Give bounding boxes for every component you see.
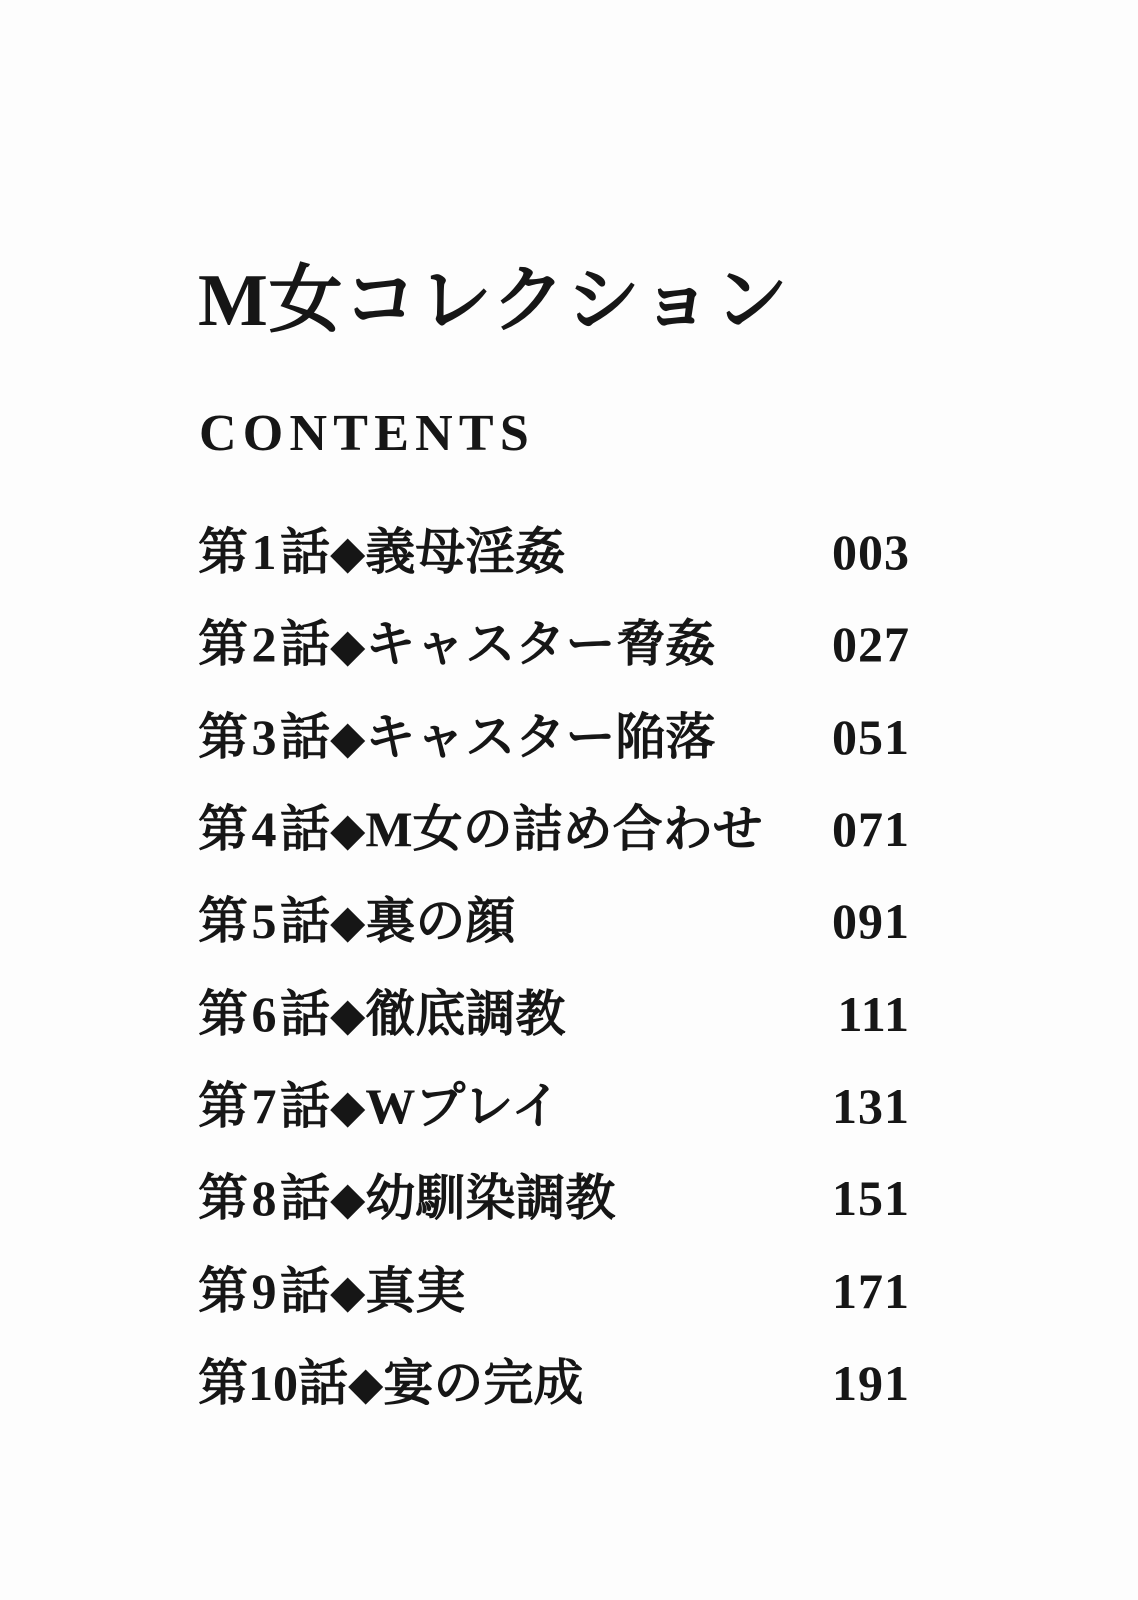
- toc-row: [198, 875, 910, 967]
- chapter-number: 6: [251, 985, 277, 1042]
- chapter-label: [198, 1262, 466, 1319]
- page-number: 071: [832, 801, 910, 858]
- toc-row: [198, 1244, 910, 1336]
- chapter-suffix: 話: [280, 616, 330, 673]
- chapter-number: 2: [251, 616, 277, 673]
- chapter-prefix: 第: [198, 801, 248, 858]
- diamond-separator-icon: ◆: [330, 1171, 366, 1226]
- toc-row: [198, 691, 910, 783]
- chapter-suffix: 話: [280, 524, 330, 581]
- page-number: 171: [832, 1262, 910, 1319]
- chapter-prefix: 第: [198, 616, 248, 673]
- chapter-suffix: 話: [280, 1170, 330, 1227]
- toc-row: [198, 1337, 910, 1429]
- chapter-label: [198, 524, 566, 581]
- chapter-prefix: 第: [198, 524, 248, 581]
- chapter-prefix: 第: [198, 1354, 248, 1411]
- page-number: 191: [832, 1354, 910, 1411]
- diamond-separator-icon: ◆: [330, 1079, 366, 1134]
- chapter-title: 義母淫姦: [365, 524, 566, 581]
- chapter-title: 幼馴染調教: [365, 1170, 616, 1227]
- page-number: 091: [832, 893, 910, 950]
- diamond-separator-icon: ◆: [330, 1263, 366, 1318]
- page-number: 027: [832, 616, 910, 673]
- chapter-prefix: 第: [198, 985, 248, 1042]
- chapter-title: キャスター脅姦: [365, 616, 716, 673]
- diamond-separator-icon: ◆: [348, 1355, 384, 1410]
- chapter-title: 宴の完成: [383, 1354, 584, 1411]
- chapter-prefix: 第: [198, 1262, 248, 1319]
- chapter-number: 7: [251, 1077, 277, 1134]
- page-number: 151: [832, 1170, 910, 1227]
- toc-row: [198, 506, 910, 598]
- chapter-prefix: 第: [198, 893, 248, 950]
- chapter-title: 徹底調教: [365, 985, 566, 1042]
- toc-list: [198, 506, 910, 1429]
- chapter-prefix: 第: [198, 708, 248, 765]
- diamond-separator-icon: ◆: [330, 802, 366, 857]
- chapter-label: [198, 1077, 561, 1134]
- chapter-prefix: 第: [198, 1170, 248, 1227]
- chapter-prefix: 第: [198, 1077, 248, 1134]
- chapter-title: 裏の顔: [365, 893, 516, 950]
- chapter-label: [198, 1170, 616, 1227]
- diamond-separator-icon: ◆: [330, 617, 366, 672]
- chapter-suffix: 話: [280, 893, 330, 950]
- chapter-title: Wプレイ: [365, 1077, 561, 1134]
- diamond-separator-icon: ◆: [330, 525, 366, 580]
- chapter-suffix: 話: [280, 985, 330, 1042]
- page-number: 051: [832, 708, 910, 765]
- chapter-number: 10: [248, 1354, 298, 1411]
- contents-heading: CONTENTS: [199, 405, 535, 462]
- toc-row: [198, 1060, 910, 1152]
- book-title: M女コレクション: [198, 260, 789, 342]
- chapter-title: キャスター陥落: [365, 708, 716, 765]
- chapter-label: [198, 708, 716, 765]
- chapter-suffix: 話: [280, 801, 330, 858]
- chapter-number: 5: [251, 893, 277, 950]
- chapter-number: 4: [251, 801, 277, 858]
- toc-row: [198, 783, 910, 875]
- chapter-suffix: 話: [280, 708, 330, 765]
- chapter-title: 真実: [365, 1262, 466, 1319]
- chapter-label: [198, 616, 716, 673]
- chapter-number: 1: [251, 524, 277, 581]
- page-number: 131: [832, 1077, 910, 1134]
- chapter-label: [198, 1354, 584, 1411]
- diamond-separator-icon: ◆: [330, 894, 366, 949]
- chapter-suffix: 話: [280, 1262, 330, 1319]
- chapter-suffix: 話: [298, 1354, 348, 1411]
- chapter-label: [198, 893, 516, 950]
- page-number: 003: [832, 524, 910, 581]
- chapter-label: [198, 801, 763, 858]
- toc-row: [198, 1152, 910, 1244]
- chapter-number: 9: [251, 1262, 277, 1319]
- diamond-separator-icon: ◆: [330, 709, 366, 764]
- chapter-number: 8: [251, 1170, 277, 1227]
- chapter-title: M女の詰め合わせ: [365, 801, 763, 858]
- page-number: 111: [837, 985, 910, 1042]
- toc-row: [198, 598, 910, 690]
- chapter-number: 3: [251, 708, 277, 765]
- toc-row: [198, 967, 910, 1059]
- diamond-separator-icon: ◆: [330, 986, 366, 1041]
- chapter-label: [198, 985, 566, 1042]
- chapter-suffix: 話: [280, 1077, 330, 1134]
